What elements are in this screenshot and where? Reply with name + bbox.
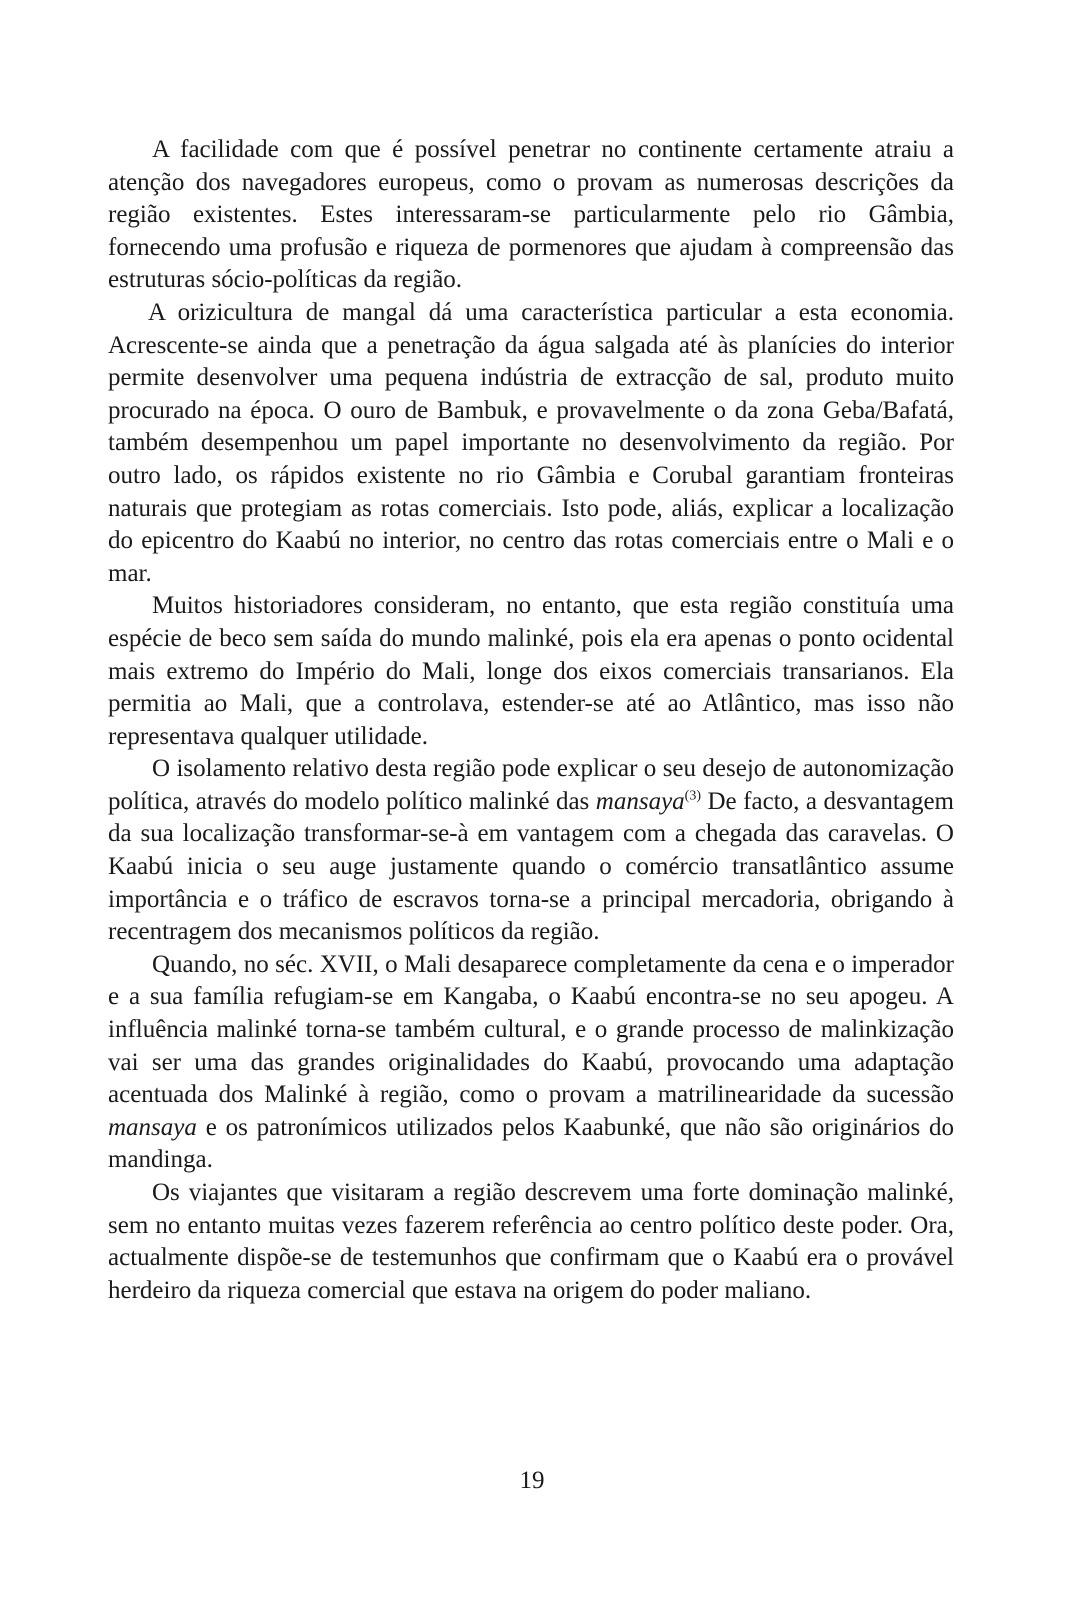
paragraph [108, 590, 954, 753]
paragraph-text: A facilidade com que é possível penetrar no continente certamente atraiu a atenção dos navegadores europeus, como o provam as numerosas descrições da região existentes. Estes interessaram-se particularmente pelo rio Gâmbia, fornecendo uma profusão e riqueza de pormenores que ajudam à compreensão das estruturas sócio-políticas da região. [108, 136, 954, 294]
paragraph [108, 297, 954, 590]
paragraph-text: Muitos historiadores consideram, no entanto, que esta região constituía uma espécie de beco sem saída do mundo malinké, pois ela era apenas o ponto ocidental mais extremo do Império do Mali, longe dos eixos comerciais transarianos. Ela permitia ao Mali, que a controlava, estender-se até ao Atlântico, mas isso não representava qualquer utilidade. [108, 592, 954, 750]
page-number: 19 [519, 1467, 545, 1494]
paragraph [108, 1177, 954, 1307]
paragraph-text: Os viajantes que visitaram a região descrevem uma forte dominação malinké, sem no entanto muitas vezes fazerem referência ao centro político deste poder. Ora, actualmente dispõe-se de testemunhos que confirmam que o Kaabú era o provável herdeiro da riqueza comercial que estava na origem do poder maliano. [108, 1179, 954, 1304]
paragraph [108, 753, 954, 949]
body-text [108, 134, 954, 1307]
paragraph-text: Quando, no séc. XVII, o Mali desaparece completamente da cena e o imperador e a sua família refugiam-se em Kangaba, o Kaabú encontra-se no seu apogeu. A influência malinké torna-se também cultural, e o grande processo de malinkização vai ser uma das grandes originalidades do Kaabú, provocando uma adaptação acentuada dos Malinké à região, como o provam a matrilinearidade da sucessão [108, 950, 954, 1109]
paragraph-text: O isolamento relativo desta região pode explicar o seu desejo de autonomização política, através do modelo político malinké das [108, 755, 954, 815]
paragraph-text: A orizicultura de mangal dá uma característica particular a esta economia. Acrescente-se ainda que a penetração da água salgada até às planícies do interior permite desenvolver uma pequena indústria de extracção de sal, produto muito procurado na época. O ouro de Bambuk, e provavelmente o da zona Geba/Bafatá, também desempenhou um papel importante no desenvolvimento da região. Por outro lado, os rápidos existente no rio Gâmbia e Corubal garantiam fronteiras naturais que protegiam as rotas comerciais. Isto pode, aliás, explicar a localização do epicentro do Kaabú no interior, no centro das rotas comerciais entre o Mali e o mar. [108, 298, 954, 587]
paragraph-text: e os patronímicos utilizados pelos Kaabunké, que não são originários do mandinga. [108, 1113, 954, 1174]
italic-term: mansaya [595, 787, 685, 815]
italic-term: mansaya [108, 1113, 197, 1141]
paragraph [108, 949, 954, 1177]
paragraph [108, 134, 954, 297]
footnote-marker: (3) [684, 788, 701, 804]
paragraph-text: De facto, a desvantagem da sua localização transformar-se-à em vantagem com a chegada das caravelas. O Kaabú inicia o seu auge justamente quando o comércio transatlântico assume importância e o tráfico de escravos torna-se a principal mercadoria, obrigando à recentragem dos mecanismos políticos da região. [108, 787, 954, 946]
